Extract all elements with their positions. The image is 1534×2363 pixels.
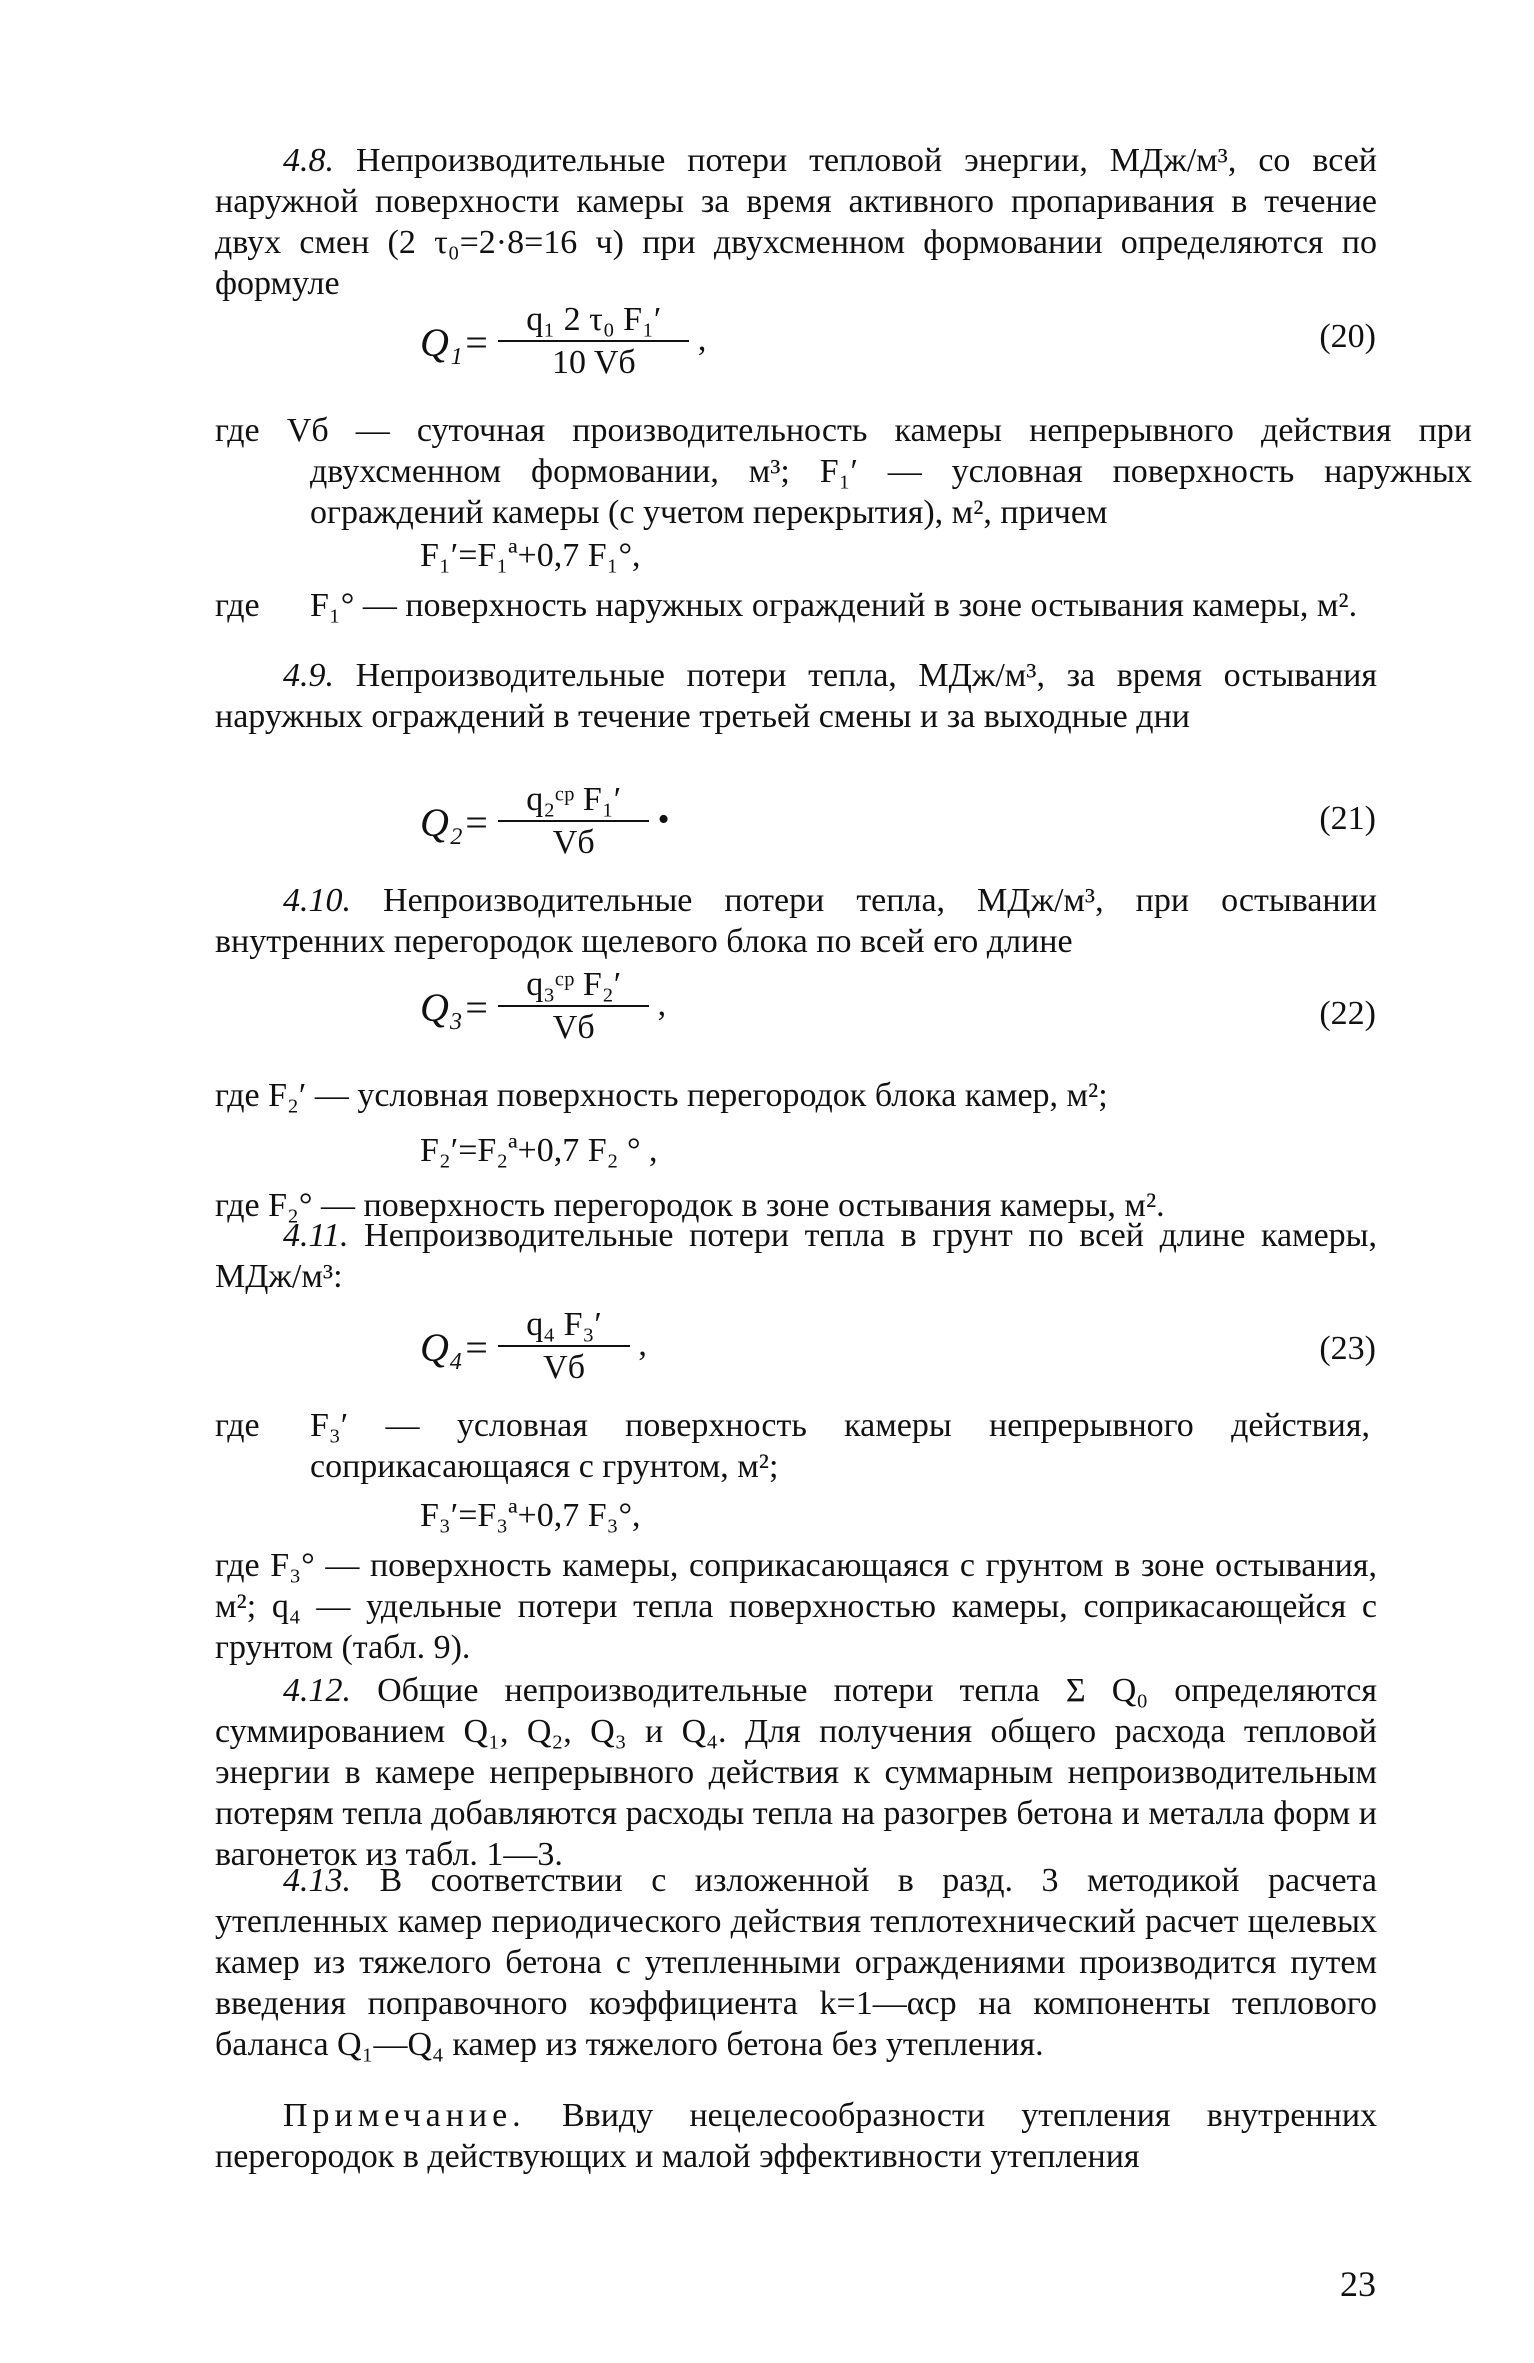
equation-number: (20) xyxy=(1319,318,1376,355)
formula-fraction xyxy=(498,780,649,864)
equation-number: (22) xyxy=(1319,995,1376,1032)
where-word: где xyxy=(215,1407,260,1444)
definition-f3-zero: где F₃° — поверхность камеры, соприкасающаяся с грунтом в зоне остывания, м²; q₄ — удельные потери тепла поверхностью камеры, соприкасающейся с грунтом (табл. 9). xyxy=(215,1547,1377,1666)
paragraph-text: Общие непроизводительные потери тепла Σ Q₀ определяются суммированием Q₁, Q₂, Q₃ и Q₄. Для получения общего расхода тепловой энергии в камере непрерывного действия к суммарным непроизводительным потерям тепла добавляются расходы тепла на разогрев бетона и металла форм и вагонеток из табл. 1—3. xyxy=(215,1672,1377,1873)
paragraph-4-8 xyxy=(215,140,1377,304)
paragraph-text: Непроизводительные потери тепла в грунт по всей длине камеры, МДж/м³: xyxy=(215,1217,1378,1295)
section-number: 4.9. xyxy=(283,657,334,694)
formula-fraction xyxy=(498,965,649,1049)
relation-f3: F₃′=F₃ª+0,7 F₃°, xyxy=(420,1497,641,1534)
note-text: Ввиду нецелесообразности утепления внутренних перегородок в действующих и малой эффективности утепления xyxy=(215,2097,1378,2175)
formula-denominator: Vб xyxy=(552,1009,595,1046)
paragraph-text: Непроизводительные потери тепла, МДж/м³, при остывании внутренних перегородок щелевого блока по всей его длине xyxy=(215,882,1377,960)
formula-20 xyxy=(420,300,706,384)
formula-lhs: Q₁= xyxy=(420,319,490,365)
definition-vb-f1: где Vб — суточная производительность камеры непрерывного действия при двухсменном формовании, м³; F₁′ — условная поверхность наружных ограждений камеры (с учетом перекрытия), м², причем xyxy=(215,412,1472,531)
paragraph-4-12 xyxy=(215,1670,1377,1875)
relation-f1: F₁′=F₁ª+0,7 F₁°, xyxy=(420,537,641,574)
paragraph-4-10 xyxy=(215,880,1377,962)
formula-lhs: Q₃= xyxy=(420,984,490,1030)
section-number: 4.13. xyxy=(283,1862,351,1899)
equation-number: (21) xyxy=(1319,800,1376,837)
formula-punctuation: , xyxy=(697,320,707,358)
formula-punctuation: , xyxy=(638,1325,647,1363)
formula-fraction xyxy=(498,1305,630,1389)
formula-denominator: 10 Vб xyxy=(551,344,636,381)
paragraph-4-11 xyxy=(215,1215,1377,1297)
section-number: 4.11. xyxy=(283,1217,349,1254)
formula-lhs: Q₂= xyxy=(420,799,490,845)
definition-text: F₁° — поверхность наружных ограждений в зоне остывания камеры, м². xyxy=(310,587,1358,624)
formula-numerator: q₄ F₃′ xyxy=(498,1305,630,1347)
where-word: где xyxy=(215,587,260,624)
definition-text: F₃′ — условная поверхность камеры непрерывного действия, соприкасающаяся с грунтом, м²; xyxy=(310,1407,1370,1485)
formula-23 xyxy=(420,1305,647,1389)
definition-f3 xyxy=(215,1405,1377,1487)
section-number: 4.12. xyxy=(283,1672,351,1709)
formula-numerator: q₂ᶜᵖ F₁′ xyxy=(498,780,649,822)
formula-punctuation: • xyxy=(657,800,670,838)
paragraph-text: Непроизводительные потери тепла, МДж/м³, за время остывания наружных ограждений в течение третьей смены и за выходные дни xyxy=(215,657,1378,735)
paragraph-4-13 xyxy=(215,1860,1377,2065)
equation-number: (23) xyxy=(1319,1330,1376,1367)
formula-numerator: q₁ 2 τ₀ F₁′ xyxy=(498,300,689,342)
note-label: Примечание. xyxy=(283,2097,526,2134)
formula-fraction xyxy=(498,300,689,384)
paragraph-text: В соответствии с изложенной в разд. 3 методикой расчета утепленных камер периодического действия теплотехнический расчет щелевых камер из тяжелого бетона с утепленными ограждениями производится путем введения поправочного коэффициента k=1—αср на компоненты теплового баланса Q₁—Q₄ камер из тяжелого бетона без утепления. xyxy=(215,1862,1377,2063)
relation-f2: F₂′=F₂ª+0,7 F₂ ° , xyxy=(420,1132,658,1169)
definition-f2-zero: где F₂° — поверхность перегородок в зоне остывания камеры, м². xyxy=(215,1187,1165,1224)
formula-22 xyxy=(420,965,666,1049)
page-number: 23 xyxy=(1340,2264,1376,2304)
formula-punctuation: , xyxy=(657,985,667,1023)
definition-f1-zero xyxy=(215,585,1377,626)
section-number: 4.10. xyxy=(283,882,351,919)
paragraph-4-9 xyxy=(215,655,1377,737)
note-paragraph xyxy=(215,2095,1377,2177)
formula-21 xyxy=(420,780,670,864)
section-number: 4.8. xyxy=(283,142,334,179)
formula-lhs: Q₄= xyxy=(420,1324,490,1370)
formula-numerator: q₃ᶜᵖ F₂′ xyxy=(498,965,649,1007)
formula-denominator: Vб xyxy=(552,824,595,861)
definition-f2: где F₂′ — условная поверхность перегородок блока камер, м²; xyxy=(215,1077,1108,1114)
formula-denominator: Vб xyxy=(543,1349,585,1386)
paragraph-text: Непроизводительные потери тепловой энергии, МДж/м³, со всей наружной поверхности камеры за время активного пропаривания в течение двух смен (2 τ₀=2·8=16 ч) при двухсменном формовании определяются по формуле xyxy=(215,142,1378,302)
